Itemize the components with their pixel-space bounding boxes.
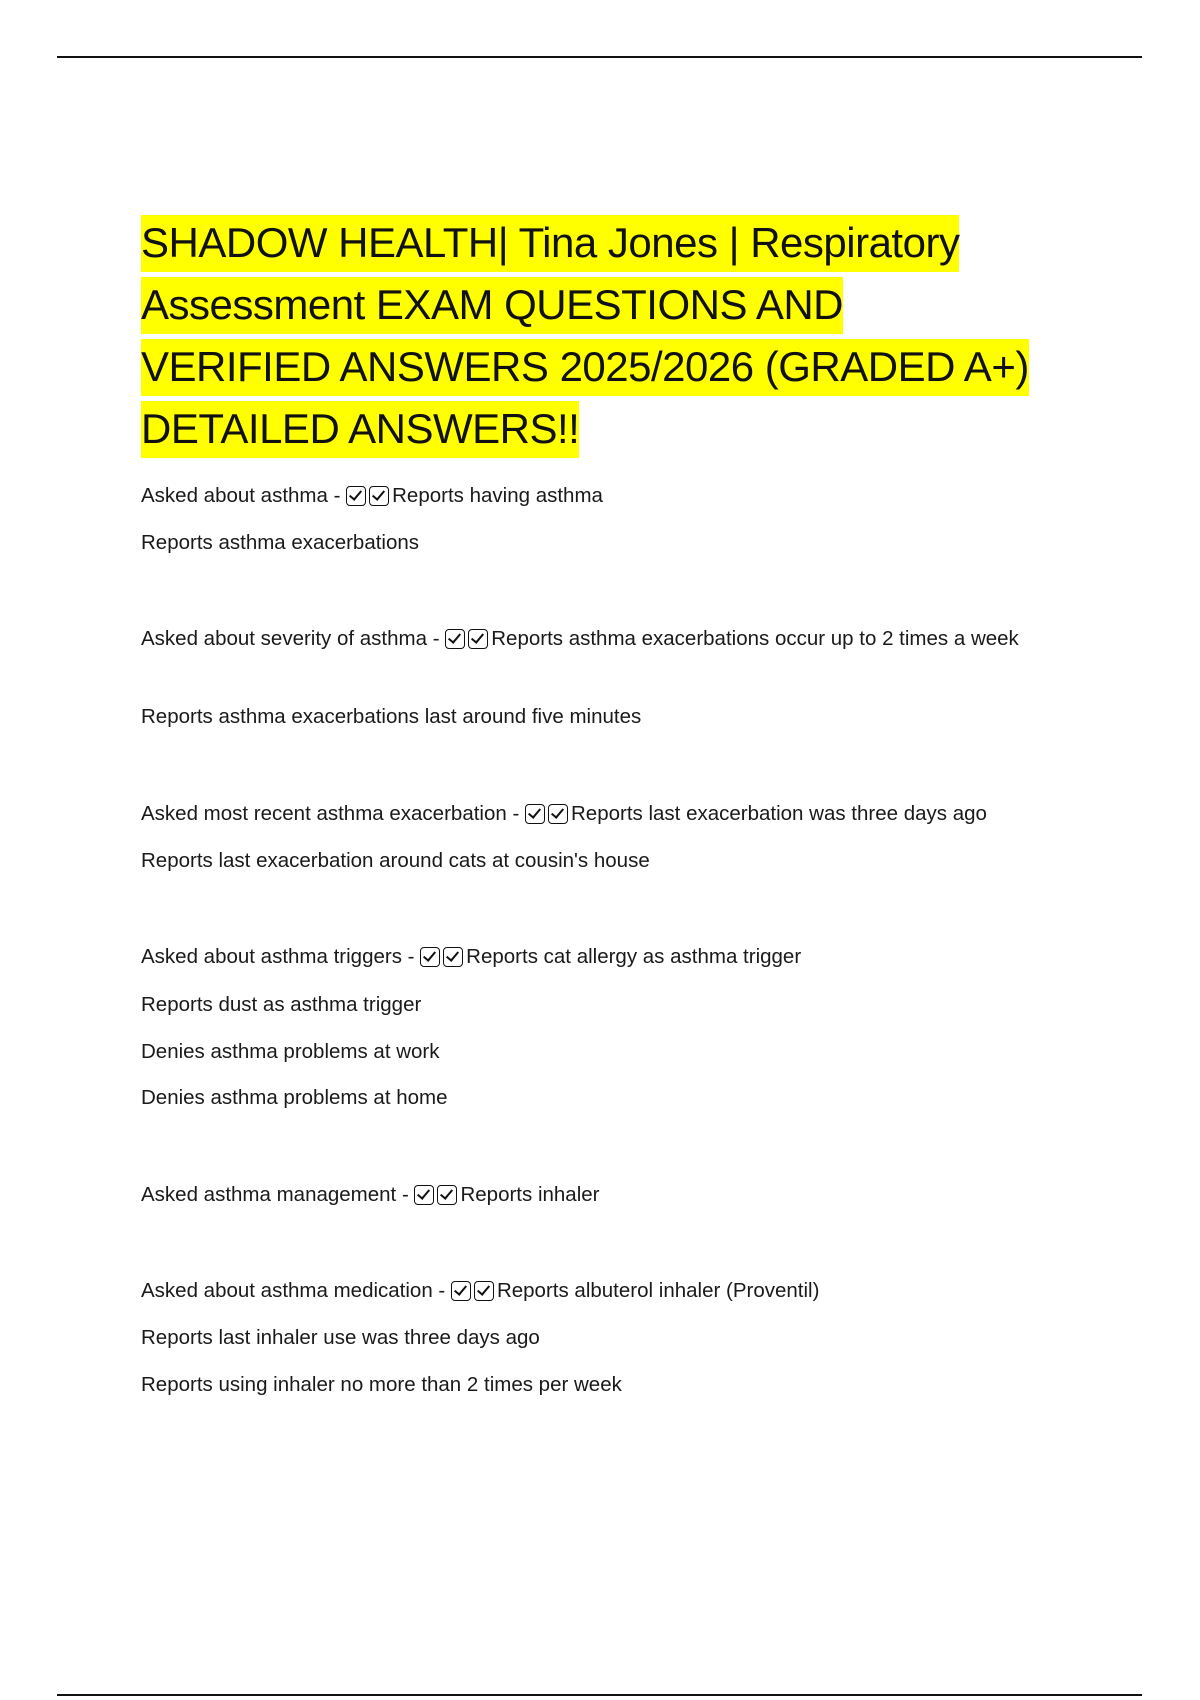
question-line	[141, 798, 987, 830]
question-text: Asked about severity of asthma -	[141, 627, 446, 650]
answer-text: Reports albuterol inhaler (Proventil)	[496, 1279, 820, 1302]
top-rule	[57, 56, 1142, 58]
answer-line: Reports dust as asthma trigger	[141, 993, 422, 1016]
question-text: Asked about asthma medication -	[141, 1279, 451, 1302]
checkbox-checked-icon	[451, 1281, 471, 1301]
answer-text: Reports having asthma	[392, 484, 603, 507]
checkbox-checked-icon	[420, 947, 440, 967]
question-text: Asked most recent asthma exacerbation -	[141, 802, 525, 825]
question-line	[141, 941, 801, 973]
answer-line: Denies asthma problems at work	[141, 1040, 440, 1063]
checkbox-checked-icon	[474, 1281, 494, 1301]
answer-line: Reports last exacerbation around cats at cousin's house	[141, 849, 650, 872]
question-text: Asked about asthma triggers -	[141, 945, 421, 968]
title-highlight: SHADOW HEALTH| Tina Jones | Respiratory Assessment EXAM QUESTIONS AND VERIFIED ANSWERS 2025/2026 (GRADED A+) DETAILED ANSWERS!!	[141, 215, 1029, 458]
document-title	[141, 212, 1041, 460]
checkbox-checked-icon	[369, 486, 389, 506]
answer-text: Reports asthma exacerbations occur up to 2 times a week	[491, 627, 1019, 650]
question-line	[141, 623, 1051, 655]
answer-text: Reports inhaler	[460, 1183, 600, 1206]
answer-text: Reports cat allergy as asthma trigger	[466, 945, 802, 968]
question-line	[141, 1179, 599, 1211]
bottom-rule	[57, 1694, 1142, 1696]
answer-line: Reports asthma exacerbations last around five minutes	[141, 705, 642, 728]
answer-line: Reports asthma exacerbations	[141, 531, 420, 554]
checkbox-checked-icon	[437, 1185, 457, 1205]
question-line	[141, 1275, 819, 1307]
question-line	[141, 480, 603, 512]
checkbox-checked-icon	[346, 486, 366, 506]
answer-line: Denies asthma problems at home	[141, 1086, 448, 1109]
checkbox-checked-icon	[445, 629, 465, 649]
checkbox-checked-icon	[468, 629, 488, 649]
checkbox-checked-icon	[525, 804, 545, 824]
answer-line: Reports using inhaler no more than 2 times per week	[141, 1373, 622, 1396]
answer-text: Reports last exacerbation was three days ago	[571, 802, 987, 825]
checkbox-checked-icon	[548, 804, 568, 824]
question-text: Asked asthma management -	[141, 1183, 415, 1206]
answer-line: Reports last inhaler use was three days ago	[141, 1326, 540, 1349]
question-text: Asked about asthma -	[141, 484, 347, 507]
checkbox-checked-icon	[443, 947, 463, 967]
checkbox-checked-icon	[414, 1185, 434, 1205]
